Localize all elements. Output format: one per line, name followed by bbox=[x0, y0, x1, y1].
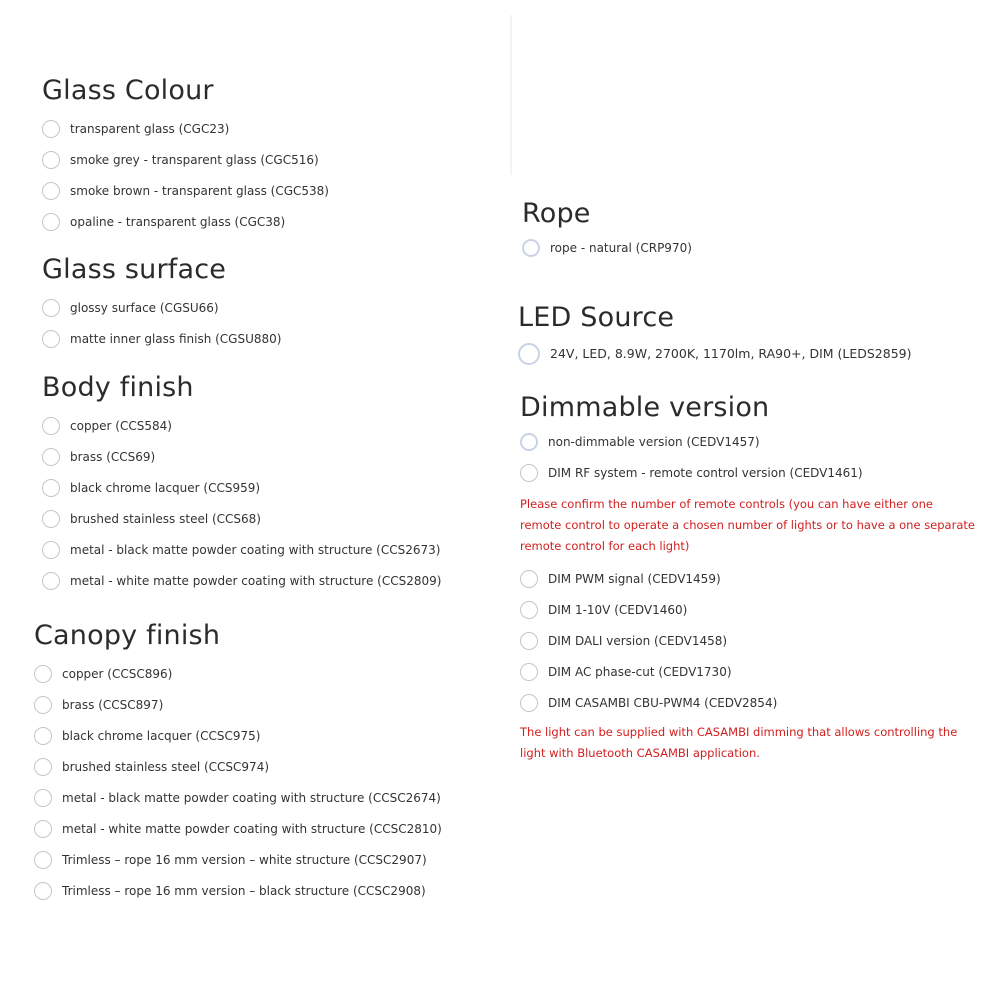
option-label: metal - black matte powder coating with structure (CCSC2674) bbox=[62, 790, 441, 805]
radio-icon[interactable] bbox=[520, 632, 538, 650]
option-body-finish[interactable] bbox=[42, 534, 441, 565]
option-label: Trimless – rope 16 mm version – white structure (CCSC2907) bbox=[62, 852, 427, 867]
radio-icon[interactable] bbox=[34, 789, 52, 807]
option-dimmable-version[interactable] bbox=[520, 563, 975, 594]
option-glass-surface[interactable] bbox=[42, 292, 281, 323]
glass-colour-title: Glass Colour bbox=[42, 75, 214, 106]
section-glass-colour bbox=[42, 75, 329, 237]
radio-icon[interactable] bbox=[42, 299, 60, 317]
option-glass-colour[interactable] bbox=[42, 113, 329, 144]
radio-icon[interactable] bbox=[34, 727, 52, 745]
option-label: Trimless – rope 16 mm version – black structure (CCSC2908) bbox=[62, 883, 426, 898]
section-rope bbox=[522, 198, 692, 263]
option-body-finish[interactable] bbox=[42, 410, 441, 441]
option-canopy-finish[interactable] bbox=[34, 782, 442, 813]
option-dimmable-version[interactable] bbox=[520, 594, 975, 625]
radio-icon[interactable] bbox=[520, 570, 538, 588]
option-label: copper (CCSC896) bbox=[62, 666, 173, 681]
option-glass-colour[interactable] bbox=[42, 144, 329, 175]
option-label: DIM 1-10V (CEDV1460) bbox=[548, 602, 688, 617]
radio-icon[interactable] bbox=[42, 213, 60, 231]
option-body-finish[interactable] bbox=[42, 441, 441, 472]
radio-icon[interactable] bbox=[520, 601, 538, 619]
option-canopy-finish[interactable] bbox=[34, 813, 442, 844]
radio-icon[interactable] bbox=[34, 758, 52, 776]
option-label: smoke brown - transparent glass (CGC538) bbox=[70, 183, 329, 198]
radio-icon[interactable] bbox=[34, 851, 52, 869]
option-canopy-finish[interactable] bbox=[34, 875, 442, 906]
radio-icon[interactable] bbox=[42, 572, 60, 590]
led-source-title: LED Source bbox=[518, 302, 675, 333]
option-rope[interactable] bbox=[522, 232, 692, 263]
option-label: DIM RF system - remote control version (CEDV1461) bbox=[548, 465, 863, 480]
radio-icon[interactable] bbox=[42, 120, 60, 138]
option-label: rope - natural (CRP970) bbox=[550, 240, 692, 255]
option-label: DIM PWM signal (CEDV1459) bbox=[548, 571, 721, 586]
option-body-finish[interactable] bbox=[42, 472, 441, 503]
radio-icon[interactable] bbox=[520, 464, 538, 482]
option-label: metal - white matte powder coating with structure (CCS2809) bbox=[70, 573, 442, 588]
section-canopy-finish bbox=[34, 620, 442, 906]
option-dimmable-version[interactable] bbox=[520, 625, 975, 656]
radio-icon[interactable] bbox=[34, 820, 52, 838]
option-body-finish[interactable] bbox=[42, 565, 441, 596]
option-label: copper (CCS584) bbox=[70, 418, 172, 433]
option-canopy-finish[interactable] bbox=[34, 720, 442, 751]
radio-icon[interactable] bbox=[42, 510, 60, 528]
option-label: metal - black matte powder coating with structure (CCS2673) bbox=[70, 542, 441, 557]
radio-icon[interactable] bbox=[34, 882, 52, 900]
option-label: metal - white matte powder coating with structure (CCSC2810) bbox=[62, 821, 442, 836]
radio-icon[interactable] bbox=[520, 433, 538, 451]
option-label: transparent glass (CGC23) bbox=[70, 121, 230, 136]
radio-icon[interactable] bbox=[520, 663, 538, 681]
option-label: brass (CCSC897) bbox=[62, 697, 164, 712]
option-label: smoke grey - transparent glass (CGC516) bbox=[70, 152, 319, 167]
option-canopy-finish[interactable] bbox=[34, 844, 442, 875]
radio-icon[interactable] bbox=[42, 417, 60, 435]
option-label: brass (CCS69) bbox=[70, 449, 156, 464]
option-label: glossy surface (CGSU66) bbox=[70, 300, 219, 315]
radio-icon[interactable] bbox=[34, 665, 52, 683]
option-dimmable-version[interactable] bbox=[520, 426, 975, 457]
option-canopy-finish[interactable] bbox=[34, 658, 442, 689]
section-body-finish bbox=[42, 372, 441, 596]
remote-control-note: Please confirm the number of remote controls (you can have either one remote control to operate a chosen number of lights or to have a one separate remote control for each light) bbox=[520, 497, 975, 553]
radio-icon[interactable] bbox=[42, 541, 60, 559]
option-label: opaline - transparent glass (CGC38) bbox=[70, 214, 286, 229]
option-label: brushed stainless steel (CCSC974) bbox=[62, 759, 270, 774]
option-glass-surface[interactable] bbox=[42, 323, 281, 354]
radio-icon[interactable] bbox=[520, 694, 538, 712]
option-label: black chrome lacquer (CCS959) bbox=[70, 480, 261, 495]
option-label: brushed stainless steel (CCS68) bbox=[70, 511, 261, 526]
section-dimmable-version bbox=[520, 392, 975, 764]
option-label: non-dimmable version (CEDV1457) bbox=[548, 434, 760, 449]
dimmable-version-title: Dimmable version bbox=[520, 392, 770, 423]
casambi-note: The light can be supplied with CASAMBI dimming that allows controlling the light with Bluetooth CASAMBI application. bbox=[520, 725, 958, 760]
body-finish-title: Body finish bbox=[42, 372, 194, 403]
glass-surface-title: Glass surface bbox=[42, 254, 227, 285]
option-dimmable-version[interactable] bbox=[520, 687, 975, 718]
radio-icon[interactable] bbox=[42, 479, 60, 497]
radio-icon[interactable] bbox=[42, 151, 60, 169]
radio-icon[interactable] bbox=[518, 343, 540, 365]
radio-icon[interactable] bbox=[42, 330, 60, 348]
radio-icon[interactable] bbox=[522, 239, 540, 257]
section-led-source bbox=[518, 302, 912, 369]
option-label: 24V, LED, 8.9W, 2700K, 1170lm, RA90+, DIM (LEDS2859) bbox=[550, 346, 912, 361]
option-label: DIM DALI version (CEDV1458) bbox=[548, 633, 728, 648]
radio-icon[interactable] bbox=[34, 696, 52, 714]
option-canopy-finish[interactable] bbox=[34, 689, 442, 720]
rope-title: Rope bbox=[522, 198, 591, 229]
canopy-finish-title: Canopy finish bbox=[34, 620, 221, 651]
option-label: DIM CASAMBI CBU-PWM4 (CEDV2854) bbox=[548, 695, 778, 710]
radio-icon[interactable] bbox=[42, 448, 60, 466]
option-canopy-finish[interactable] bbox=[34, 751, 442, 782]
option-led-source[interactable] bbox=[518, 338, 912, 369]
option-label: matte inner glass finish (CGSU880) bbox=[70, 331, 282, 346]
option-body-finish[interactable] bbox=[42, 503, 441, 534]
option-glass-colour[interactable] bbox=[42, 175, 329, 206]
section-glass-surface bbox=[42, 254, 281, 354]
option-glass-colour[interactable] bbox=[42, 206, 329, 237]
option-label: black chrome lacquer (CCSC975) bbox=[62, 728, 261, 743]
option-label: DIM AC phase-cut (CEDV1730) bbox=[548, 664, 732, 679]
option-dimmable-version[interactable] bbox=[520, 457, 975, 488]
radio-icon[interactable] bbox=[42, 182, 60, 200]
option-dimmable-version[interactable] bbox=[520, 656, 975, 687]
